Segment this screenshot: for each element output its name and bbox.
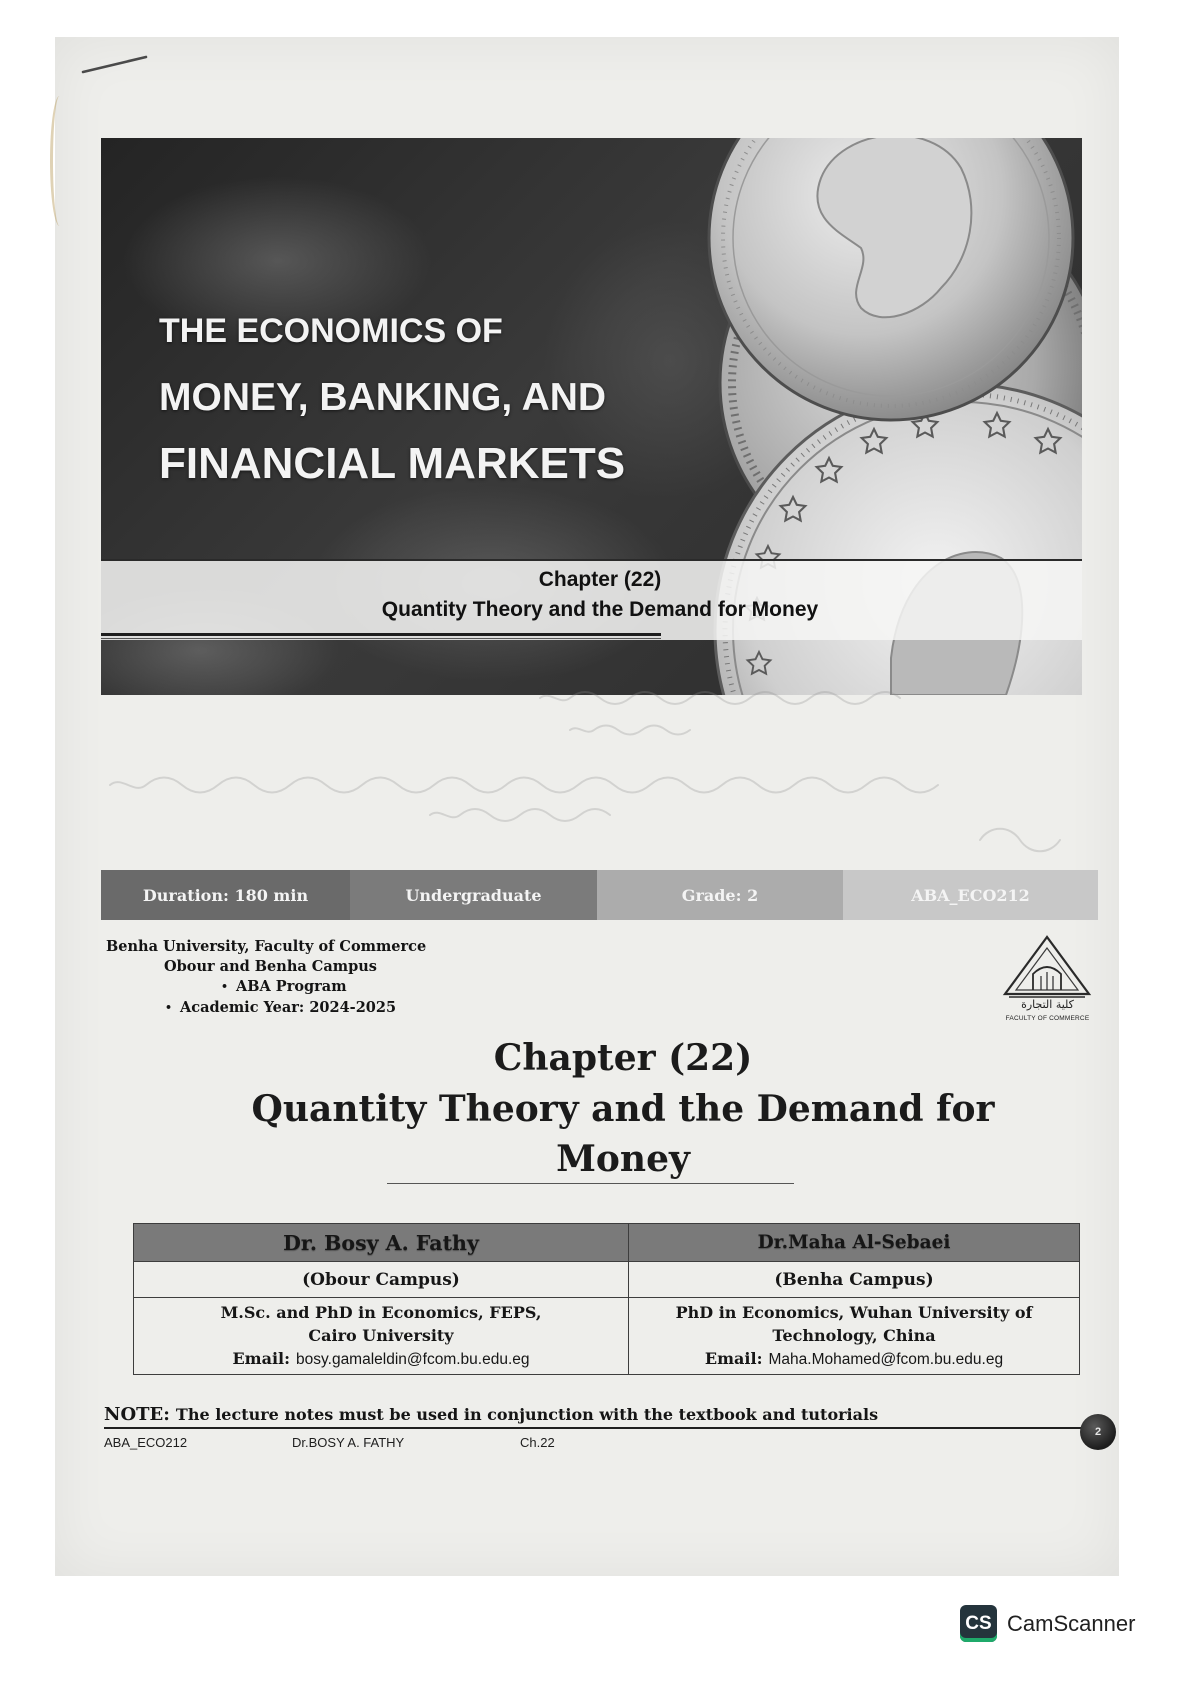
course-info-bar (101, 870, 1098, 920)
faculty-logo (997, 934, 1098, 1029)
book-title-line-2: MONEY, BANKING, AND (159, 376, 607, 419)
level-badge: Undergraduate (350, 870, 597, 920)
chapter-title-line-2: Money (556, 1138, 690, 1180)
page-number-badge (1080, 1414, 1116, 1450)
strip-divider-bottom-thin (101, 638, 661, 639)
instructor-degree-line-1: PhD in Economics, Wuhan University of (675, 1303, 1033, 1322)
footer-divider (104, 1427, 1082, 1429)
chapter-heading: Chapter (22) (493, 1037, 753, 1079)
instructor-degree-line-2: Cairo University (308, 1326, 454, 1345)
strip-divider-bottom (101, 633, 661, 636)
chapter-strip (101, 559, 1082, 640)
table-row (134, 1298, 1080, 1375)
campus-name: Obour and Benha Campus (164, 958, 377, 975)
logo-english-name: FACULTY OF COMMERCE (1005, 1015, 1090, 1022)
duration-badge: Duration: 180 min (101, 870, 350, 920)
instructor-degree-line-1: M.Sc. and PhD in Economics, FEPS, (220, 1303, 542, 1322)
strip-divider-top (101, 559, 1082, 561)
instructor-degree-line-2: Technology, China (772, 1326, 936, 1345)
instructor-campus: (Obour Campus) (302, 1269, 460, 1290)
lecture-note (104, 1404, 878, 1428)
instructor-campus-cell (629, 1262, 1080, 1298)
instructor-details-cell (629, 1298, 1080, 1375)
camscanner-wordmark: CamScanner (1007, 1611, 1136, 1636)
academic-year: • Academic Year: 2024-2025 (180, 998, 396, 1018)
instructor-campus-cell (134, 1262, 629, 1298)
camscanner-icon: CS (960, 1605, 997, 1642)
email-label: Email: (232, 1349, 291, 1368)
instructor-name: Dr. Bosy A. Fathy (283, 1230, 479, 1255)
pen-mark (80, 50, 152, 78)
banner-chapter-subtitle: Quantity Theory and the Demand for Money (381, 598, 819, 621)
instructor-email-line (629, 1347, 1079, 1371)
instructor-details-cell (134, 1298, 629, 1375)
course-code-badge: ABA_ECO212 (843, 870, 1098, 920)
note-text: The lecture notes must be used in conjunction with the textbook and tutorials (175, 1405, 879, 1424)
university-name: Benha University, Faculty of Commerce (106, 938, 427, 955)
note-label: NOTE: (104, 1404, 170, 1425)
book-title-line-3: FINANCIAL MARKETS (159, 439, 626, 488)
cover-banner (101, 138, 1082, 695)
instructor-email: Maha.Mohamed@fcom.bu.edu.eg (768, 1351, 1004, 1368)
footer-chapter: Ch.22 (520, 1435, 555, 1450)
handwritten-annotation (100, 690, 1110, 870)
page-number: 2 (1094, 1426, 1102, 1438)
instructor-email: bosy.gamaleldin@fcom.bu.edu.eg (296, 1351, 530, 1368)
instructor-name-cell (629, 1224, 1080, 1262)
table-row (134, 1262, 1080, 1298)
chapter-title-line-1: Quantity Theory and the Demand for (251, 1088, 995, 1130)
footer-author: Dr.BOSY A. FATHY (292, 1435, 405, 1450)
book-title-line-1: THE ECONOMICS OF (159, 312, 503, 350)
footer-course-code: ABA_ECO212 (104, 1435, 188, 1450)
instructor-campus: (Benha Campus) (774, 1269, 934, 1290)
grade-badge: Grade: 2 (597, 870, 843, 920)
banner-chapter-label: Chapter (22) (538, 568, 662, 591)
instructor-email-line (134, 1347, 628, 1371)
program-name: • ABA Program (236, 977, 347, 997)
table-row (134, 1224, 1080, 1262)
heading-underline (387, 1183, 794, 1184)
instructor-name: Dr.Maha Al-Sebaei (757, 1232, 951, 1253)
email-label: Email: (704, 1349, 763, 1368)
instructor-name-cell (134, 1224, 629, 1262)
instructors-table (133, 1223, 1080, 1375)
paper-edge-stain (50, 96, 69, 226)
logo-arabic-name: كلية التجارة (1021, 998, 1074, 1011)
faculty-of-commerce-logo-icon (997, 934, 1098, 1000)
